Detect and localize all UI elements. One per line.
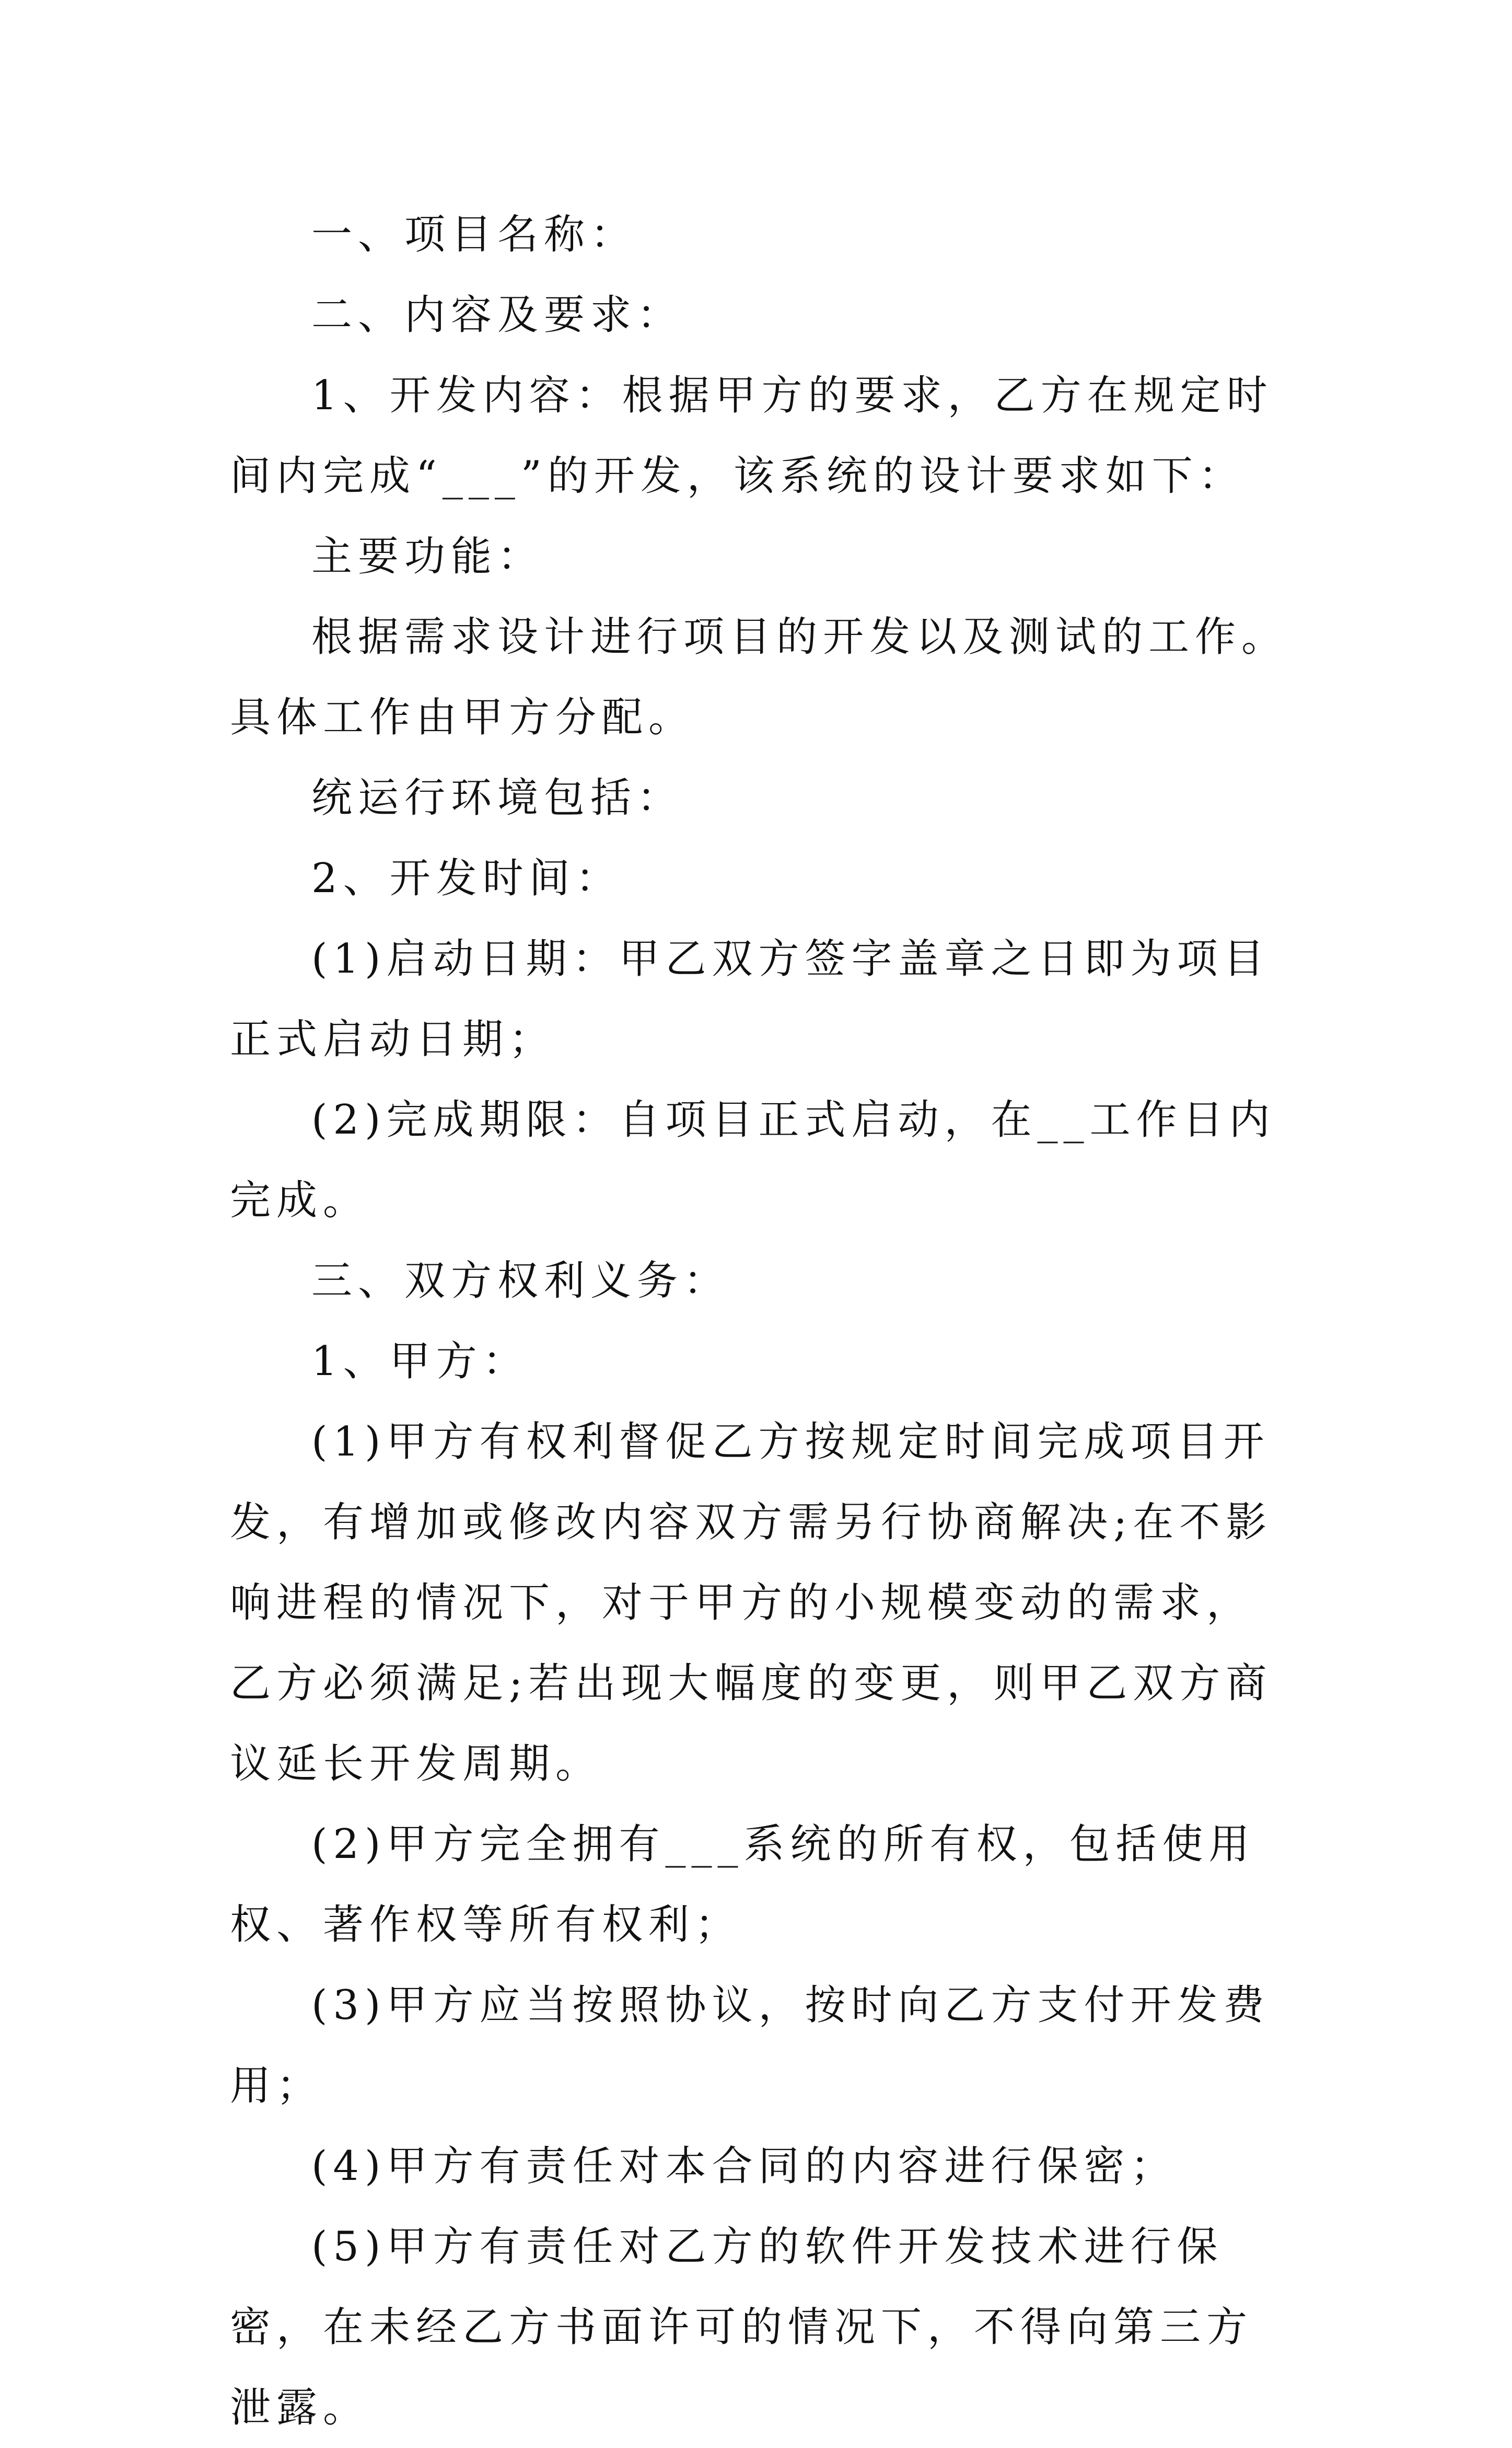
clause-development-time: 2、开发时间： [311,855,622,902]
clause-development-content: 1、开发内容：根据甲方的要求，乙方在规定时间内完成“___”的开发，该系统的设计要求如下： [230,372,1273,500]
item-party-a-right-1: (1)甲方有权利督促乙方按规定时间完成项目开发，有增加或修改内容双方需另行协商解决;在不影响进程的情况下，对于甲方的小规模变动的需求，乙方必须满足;若出现大幅度的变更，则甲乙双方商议延长开发周期。 [230,1418,1273,1787]
heading-content-requirements: 二、内容及要求： [311,292,684,339]
item-party-a-right-2: (2)甲方完全拥有___系统的所有权，包括使用权、著作权等所有权利； [230,1821,1255,1948]
item-start-date: (1)启动日期：甲乙双方签字盖章之日即为项目正式启动日期； [230,936,1270,1063]
label-main-functions: 主要功能： [311,533,544,580]
label-runtime-environment: 统运行环境包括： [311,775,684,822]
item-party-a-right-4: (4)甲方有责任对本合同的内容进行保密； [311,2143,1177,2190]
item-party-a-right-5: (5)甲方有责任对乙方的软件开发技术进行保密，在未经乙方书面许可的情况下，不得向第三方泄露。 [230,2223,1253,2431]
heading-rights-obligations: 三、双方权利义务： [311,1257,730,1304]
paragraph-functions-detail: 根据需求设计进行项目的开发以及测试的工作。具体工作由甲方分配。 [230,614,1288,741]
heading-project-name: 一、项目名称： [311,211,637,258]
label-party-a: 1、甲方： [311,1338,529,1385]
item-completion-deadline: (2)完成期限：自项目正式启动，在__工作日内完成。 [230,1096,1276,1224]
item-party-a-right-3: (3)甲方应当按照协议，按时向乙方支付开发费用； [230,1982,1270,2109]
document-body [230,194,1290,2448]
